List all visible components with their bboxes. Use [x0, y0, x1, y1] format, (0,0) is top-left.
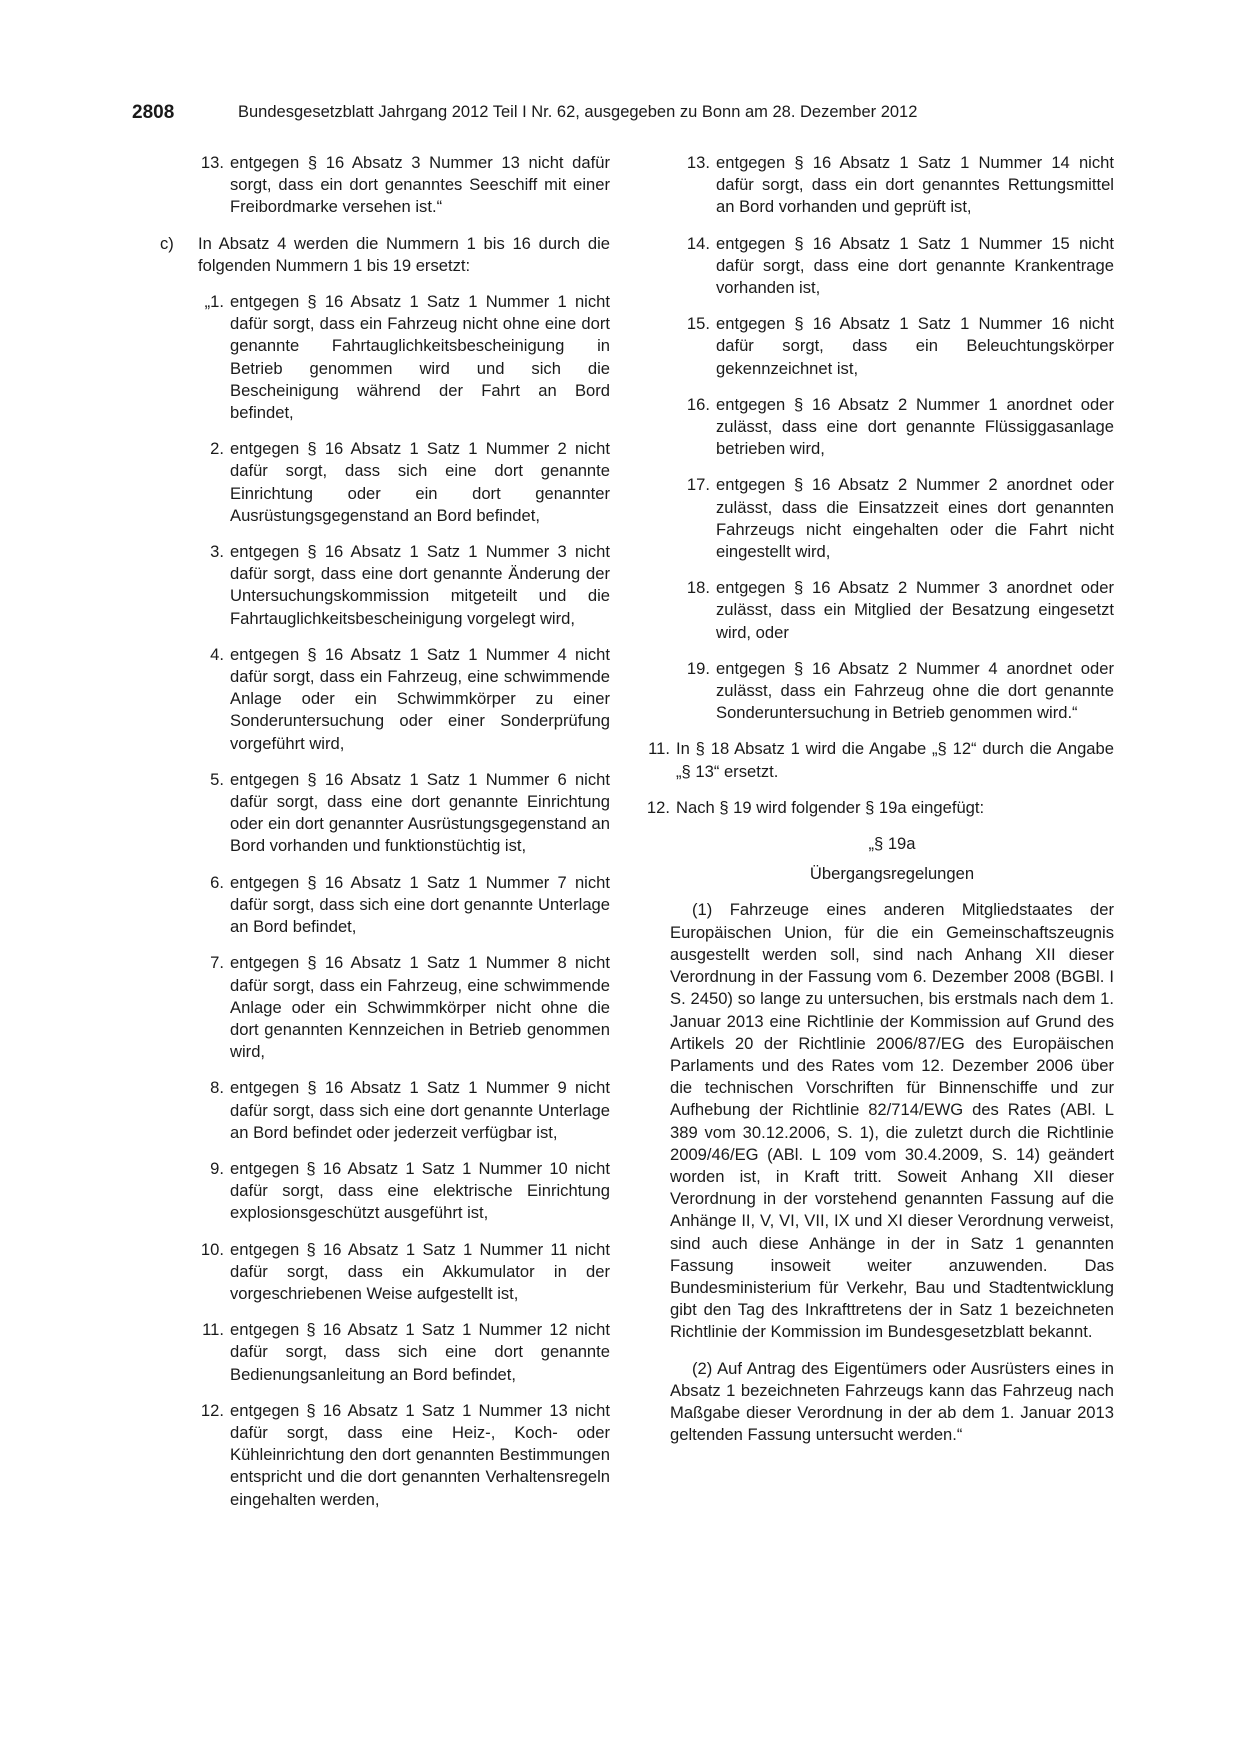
list-item: 4. entgegen § 16 Absatz 1 Satz 1 Nummer 4 nicht dafür sorgt, dass ein Fahrzeug, eine schwimmende Anlage oder ein Schwimmkörper zu einer Sonderuntersuchung oder einer Sonderprüfung vorgeführt wird,	[210, 644, 610, 753]
gazette-title: Bundesgesetzblatt Jahrgang 2012 Teil I Nr. 62, ausgegeben zu Bonn am 28. Dezember 2012	[238, 103, 918, 121]
list-item: 5. entgegen § 16 Absatz 1 Satz 1 Nummer 6 nicht dafür sorgt, dass eine dort genannte Einrichtung oder ein dort genannter Ausrüstungsgegenstand an Bord vorhanden und funktionstüchtig ist,	[210, 769, 610, 856]
list-item: 8. entgegen § 16 Absatz 1 Satz 1 Nummer 9 nicht dafür sorgt, dass sich eine dort genannte Unterlage an Bord befindet oder jederzeit verfügbar ist,	[210, 1078, 610, 1142]
list-item: 17. entgegen § 16 Absatz 2 Nummer 2 anordnet oder zulässt, dass die Einsatzzeit eines dort genannten Fahrzeugs nicht eingehalten oder die Fahrt nicht eingestellt wird,	[686, 475, 1114, 562]
amendment-item-11: 11. In § 18 Absatz 1 wird die Angabe „§ 12“ durch die Angabe „§ 13“ ersetzt.	[648, 739, 1114, 781]
list-item: 16. entgegen § 16 Absatz 2 Nummer 1 anordnet oder zulässt, dass eine dort genannte Flüssiggasanlage betrieben wird,	[686, 394, 1114, 459]
list-item: 9. entgegen § 16 Absatz 1 Satz 1 Nummer 10 nicht dafür sorgt, dass eine elektrische Einrichtung explosionsgeschützt ausgeführt ist,	[210, 1158, 610, 1223]
right-column	[630, 152, 1114, 1460]
list-item: 13. entgegen § 16 Absatz 1 Satz 1 Nummer 14 nicht dafür sorgt, dass ein dort genanntes Rettungsmittel an Bord vorhanden und geprüft ist,	[686, 153, 1114, 217]
list-item: 11. entgegen § 16 Absatz 1 Satz 1 Nummer 12 nicht dafür sorgt, dass sich eine dort genannte Bedienungsanleitung an Bord befindet,	[202, 1320, 610, 1384]
paragraph-1: (1) Fahrzeuge eines anderen Mitgliedstaates der Europäischen Union, für die ein Gemeinschaftszeugnis ausgestellt werden soll, sind nach Anhang XII dieser Verordnung in der Fassung vom 6. Dezember 2008 (BGBl. I S. 2450) so lange zu untersuchen, bis erstmals nach dem 1. Januar 2013 eine Richtlinie der Kommission auf Grund des Artikels 20 der Richtlinie 2006/87/EG des Europäischen Parlaments und des Rates vom 12. Dezember 2006 über die technischen Vorschriften für Binnenschiffe und zur Aufhebung der Richtlinie 82/714/EWG des Rates (ABl. L 389 vom 30.12.2006, S. 1), die zuletzt durch die Richtlinie 2009/46/EG (ABl. L 109 vom 30.4.2009, S. 14) geändert worden ist, in Kraft tritt. Soweit Anhang XII dieser Verordnung in der vorstehend genannten Fassung auf die Anhänge II, V, VI, VII, IX und XI dieser Verordnung verweist, sind auch diese Anhänge in der in Satz 1 genannten Fassung insoweit weiter anzuwenden. Das Bundesministerium für Verkehr, Bau und Stadtentwicklung gibt den Tag des Inkrafttretens der in Satz 1 bezeichneten Richtlinie der Kommission im Bundesgesetzblatt bekannt.	[670, 900, 1114, 1342]
amendment-item-12: 12. Nach § 19 wird folgender § 19a eingefügt:	[646, 797, 985, 817]
section-heading: „§ 19a	[868, 834, 916, 854]
list-item: 19. entgegen § 16 Absatz 2 Nummer 4 anordnet oder zulässt, dass ein Fahrzeug ohne die dort genannte Sonderuntersuchung in Betrieb genommen wird.“	[686, 658, 1114, 723]
list-item: „1. entgegen § 16 Absatz 1 Satz 1 Nummer 1 nicht dafür sorgt, dass ein Fahrzeug nicht ohne eine dort genannte Fahrtauglichkeitsbescheinigung in Betrieb genommen wird und sich die Bescheinigung während der Fahrt an Bord befindet,	[204, 292, 610, 423]
list-item: 12. entgegen § 16 Absatz 1 Satz 1 Nummer 13 nicht dafür sorgt, dass eine Heiz-, Koch- oder Kühleinrichtung den dort genannten Bestimmungen entspricht und die dort genannten Verhaltensregeln eingehalten werden,	[200, 1400, 610, 1509]
section-title: Übergangsregelungen	[809, 864, 975, 884]
list-item: 7. entgegen § 16 Absatz 1 Satz 1 Nummer 8 nicht dafür sorgt, dass ein Fahrzeug, eine schwimmende Anlage oder ein Schwimmkörper nicht ohne die dort genannten Kennzeichen in Betrieb genommen wird,	[210, 953, 610, 1062]
list-item: 3. entgegen § 16 Absatz 1 Satz 1 Nummer 3 nicht dafür sorgt, dass eine dort genannte Änderung der Untersuchungskommission mitgeteilt und die Fahrtauglichkeitsbescheinigung vorgelegt wird,	[210, 542, 610, 628]
page-header	[132, 102, 1012, 128]
page-number: 2808	[132, 102, 175, 123]
list-item: 6. entgegen § 16 Absatz 1 Satz 1 Nummer 7 nicht dafür sorgt, dass sich eine dort genannte Unterlage an Bord befindet,	[210, 872, 610, 937]
list-item: 2. entgegen § 16 Absatz 1 Satz 1 Nummer 2 nicht dafür sorgt, dass sich eine dort genannte Einrichtung oder ein dort genannter Ausrüstungsgegenstand an Bord befindet,	[210, 439, 610, 525]
list-item: 10. entgegen § 16 Absatz 1 Satz 1 Nummer 11 nicht dafür sorgt, dass ein Akkumulator in der vorgeschriebenen Weise aufgestellt ist,	[200, 1239, 610, 1303]
list-item: 15. entgegen § 16 Absatz 1 Satz 1 Nummer 16 nicht dafür sorgt, dass ein Beleuchtungskörper gekennzeichnet ist,	[686, 314, 1114, 378]
paragraph-2: (2) Auf Antrag des Eigentümers oder Ausrüsters eines in Absatz 1 bezeichneten Fahrzeugs kann das Fahrzeug nach Maßgabe dieser Verordnung in der ab dem 1. Januar 2013 geltenden Fassung untersucht werden.“	[670, 1358, 1114, 1445]
list-item: 13. entgegen § 16 Absatz 3 Nummer 13 nicht dafür sorgt, dass ein dort genanntes Seeschiff mit einer Freibordmarke versehen ist.“	[200, 153, 610, 217]
amendment-item-c: c) In Absatz 4 werden die Nummern 1 bis 16 durch die folgenden Nummern 1 bis 19 ersetzt:	[160, 233, 610, 275]
list-item: 18. entgegen § 16 Absatz 2 Nummer 3 anordnet oder zulässt, dass ein Mitglied der Besatzung eingesetzt wird, oder	[686, 578, 1114, 642]
left-column	[160, 152, 610, 1525]
list-item: 14. entgegen § 16 Absatz 1 Satz 1 Nummer 15 nicht dafür sorgt, dass eine dort genannte Krankentrage vorhanden ist,	[686, 233, 1114, 298]
